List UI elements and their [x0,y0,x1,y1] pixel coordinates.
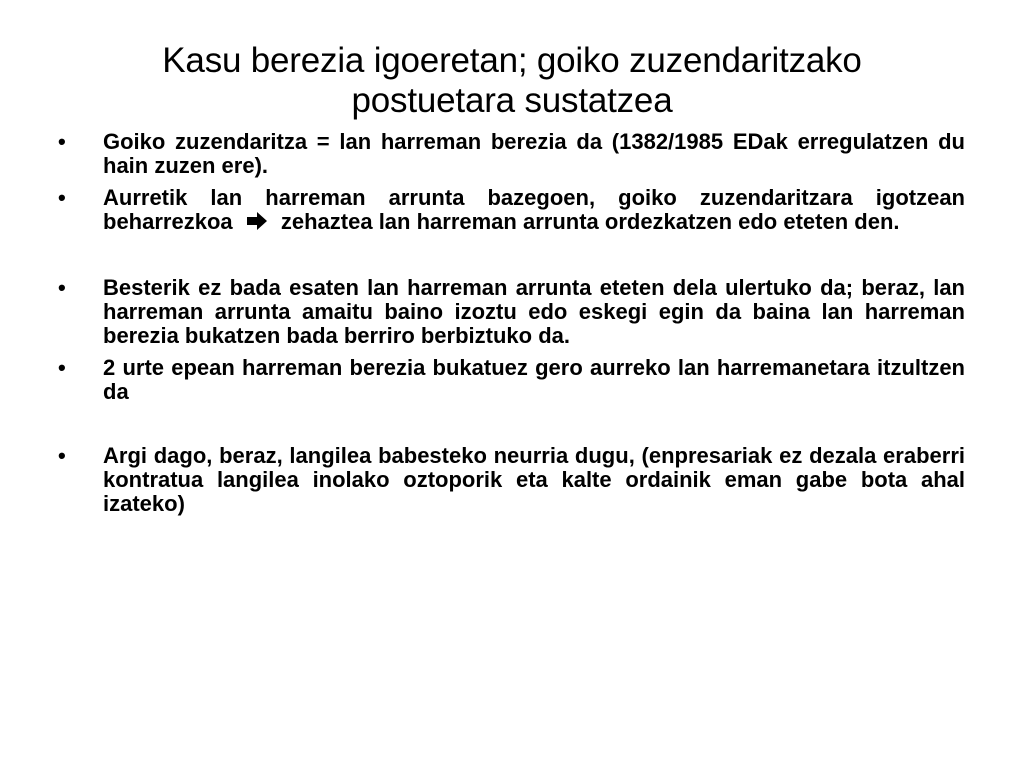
bullet-text: Goiko zuzendaritza = lan harreman berezia da (1382/1985 EDak erregulatzen du hain zuzen ere). [103,129,965,178]
bullet-text: Argi dago, beraz, langilea babesteko neurria dugu, (enpresariak ez dezala eraberri kontratua langilea inolako oztoporik eta kalte ordainik eman gabe bota ahal izateko) [103,443,965,516]
bullet-text: Besterik ez bada esaten lan harreman arrunta eteten dela ulertuko da; beraz, lan harreman arrunta amaitu baino izoztu edo eskegi egin da baina lan harreman berezia bukatzen bada berriro berbiztuko da. [103,275,965,348]
slide-title [60,41,964,121]
bullet-text-after: zehaztea lan harreman arrunta ordezkatzen edo eteten den. [280,209,900,234]
bullet-marker: • [58,129,66,154]
bullet-text: 2 urte epean harreman berezia bukatuez gero aurreko lan harremanetara itzultzen da [103,355,965,404]
bullet-text-before: Aurretik lan harreman arrunta bazegoen, goiko zuzendaritzara igotzean beharrezkoa [103,185,965,234]
bullet-marker: • [58,185,66,210]
bullet-marker: • [58,443,66,468]
bullet-marker: • [58,355,66,380]
bullet-item-2 [58,186,965,236]
bullet-item-5 [58,444,965,516]
bullet-marker: • [58,275,66,300]
bullet-item-4 [58,356,965,404]
slide-title-line-1: Kasu berezia igoeretan; goiko zuzendaritzako [162,41,862,81]
bullet-item-3 [58,276,965,348]
slide-title-line-2: postuetara sustatzea [351,81,673,121]
bullet-item-1 [58,130,965,178]
bullet-list [58,130,965,516]
arrow-right-icon [245,211,269,236]
